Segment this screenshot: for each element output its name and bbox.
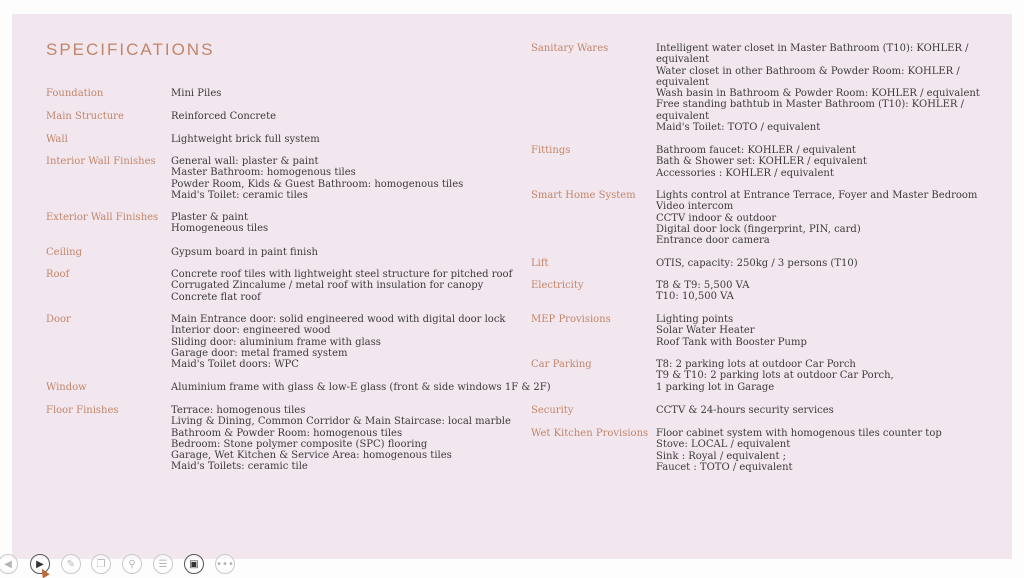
notes-icon[interactable]: ☰ — [153, 554, 173, 574]
spec-value-line: equivalent — [656, 110, 710, 122]
spec-label: Main Structure — [46, 111, 124, 122]
spec-value-line: Wash basin in Bathroom & Powder Room: KOHLER / equivalent — [656, 88, 980, 100]
pen-icon[interactable]: ✎ — [61, 554, 81, 574]
spec-value-line: Plaster & paint — [171, 212, 249, 223]
spec-value-line: Solar Water Heater — [656, 325, 755, 337]
spec-value-line: Homogeneous tiles — [171, 223, 269, 235]
spec-label: Ceiling — [46, 247, 83, 258]
more-icon[interactable]: ••• — [215, 554, 235, 574]
spec-value-line: Lightweight brick full system — [171, 134, 320, 145]
spec-label: Car Parking — [531, 359, 592, 370]
copy-icon[interactable]: ❐ — [91, 554, 111, 574]
spec-value-line: Reinforced Concrete — [171, 111, 277, 122]
spec-value-line: Roof Tank with Booster Pump — [656, 336, 807, 348]
spec-value-line: T10: 10,500 VA — [656, 291, 734, 303]
spec-value-line: Powder Room, Kids & Guest Bathroom: homogenous tiles — [171, 178, 464, 190]
spec-value-line: Maid's Toilet: ceramic tiles — [171, 189, 308, 201]
spec-label: MEP Provisions — [531, 314, 611, 325]
spec-value-line: Corrugated Zincalume / metal roof with insulation for canopy — [171, 280, 484, 292]
slideshow-toolbar — [0, 552, 260, 578]
spec-value — [171, 134, 320, 145]
spec-value-line: Faucet : TOTO / equivalent — [656, 461, 793, 473]
zoom-icon[interactable]: ⚲ — [122, 554, 142, 574]
spec-value — [171, 314, 505, 370]
spec-value — [171, 212, 268, 235]
spec-value-line: Maid's Toilets: ceramic tile — [171, 461, 308, 473]
spec-value-line: Stove: LOCAL / equivalent — [656, 439, 791, 451]
spec-label: Wet Kitchen Provisions — [531, 428, 649, 439]
presentation-slide — [12, 14, 1012, 559]
play-icon[interactable]: ▶ — [30, 554, 50, 574]
spec-value — [656, 405, 834, 416]
spec-value-line: Concrete flat roof — [171, 291, 261, 303]
spec-value-line: Maid's Toilet doors: WPC — [171, 359, 299, 371]
spec-value-line: Living & Dining, Common Corridor & Main Staircase: local marble — [171, 416, 511, 428]
spec-value — [656, 359, 894, 393]
spec-value-line: OTIS, capacity: 250kg / 3 persons (T10) — [656, 258, 858, 269]
spec-label: Smart Home System — [531, 190, 636, 201]
spec-value — [171, 156, 463, 201]
spec-value-line: Sliding door: aluminium frame with glass — [171, 336, 381, 348]
spec-value-line: Bath & Shower set: KOHLER / equivalent — [656, 156, 867, 168]
spec-value-line: Floor cabinet system with homogenous tiles counter top — [656, 428, 942, 439]
spec-value-line: Gypsum board in paint finish — [171, 247, 318, 258]
spec-value-line: General wall: plaster & paint — [171, 156, 319, 167]
spec-value-line: equivalent — [656, 54, 710, 66]
spec-label: Security — [531, 405, 574, 416]
spec-value-line: Accessories : KOHLER / equivalent — [656, 167, 834, 179]
spec-value — [656, 428, 942, 473]
spec-value-line: Free standing bathtub in Master Bathroom (T10): KOHLER / — [656, 99, 964, 111]
spec-value-line: T8: 2 parking lots at outdoor Car Porch — [656, 359, 856, 370]
spec-value — [656, 258, 858, 269]
prev-icon[interactable]: ◀ — [0, 554, 18, 574]
spec-value-line: Terrace: homogenous tiles — [171, 405, 306, 416]
spec-label: Wall — [46, 134, 68, 145]
spec-value-line: Lights control at Entrance Terrace, Foyer and Master Bedroom — [656, 190, 978, 201]
spec-label: Roof — [46, 269, 70, 280]
spec-value — [171, 247, 318, 258]
spec-value-line: Digital door lock (fingerprint, PIN, card) — [656, 223, 861, 235]
spec-value-line: Garage door: metal framed system — [171, 347, 348, 359]
spec-label: Sanitary Wares — [531, 43, 609, 54]
spec-label: Exterior Wall Finishes — [46, 212, 159, 223]
spec-label: Door — [46, 314, 71, 325]
spec-value-line: Water closet in other Bathroom & Powder Room: KOHLER / — [656, 65, 960, 77]
spec-value — [171, 382, 551, 393]
spec-label: Fittings — [531, 145, 571, 156]
spec-label: Window — [46, 382, 87, 393]
spec-value-line: equivalent — [656, 76, 710, 88]
spec-value-line: Entrance door camera — [656, 235, 770, 247]
spec-value-line: Sink : Royal / equivalent ; — [656, 450, 787, 462]
spec-value-line: Bathroom faucet: KOHLER / equivalent — [656, 145, 856, 156]
spec-value — [171, 88, 221, 99]
spec-label: Interior Wall Finishes — [46, 156, 156, 167]
spec-value-line: Intelligent water closet in Master Bathroom (T10): KOHLER / — [656, 43, 969, 54]
spec-value-line: Lighting points — [656, 314, 734, 325]
spec-value — [171, 269, 512, 303]
camera-icon[interactable]: ▣ — [184, 554, 204, 574]
spec-value-line: Concrete roof tiles with lightweight steel structure for pitched roof — [171, 269, 513, 280]
spec-value-line: 1 parking lot in Garage — [656, 381, 775, 393]
spec-value — [656, 43, 980, 133]
spec-value — [656, 190, 977, 246]
spec-value-line: Maid's Toilet: TOTO / equivalent — [656, 122, 821, 134]
spec-value-line: Master Bathroom: homogenous tiles — [171, 167, 356, 179]
spec-value-line: CCTV indoor & outdoor — [656, 212, 777, 224]
spec-value-line: Bathroom & Powder Room: homogenous tiles — [171, 427, 403, 439]
spec-label: Floor Finishes — [46, 405, 119, 416]
spec-value-line: CCTV & 24-hours security services — [656, 405, 834, 416]
spec-value — [656, 145, 867, 179]
spec-value — [171, 405, 511, 473]
spec-value-line: Garage, Wet Kitchen & Service Area: homogenous tiles — [171, 450, 452, 462]
spec-label: Lift — [531, 258, 549, 269]
spec-label: Electricity — [531, 280, 584, 291]
spec-value-line: Mini Piles — [171, 88, 222, 99]
spec-value-line: Video intercom — [656, 201, 734, 213]
page-title: SPECIFICATIONS — [46, 40, 215, 59]
spec-value — [656, 280, 749, 303]
spec-value — [171, 111, 276, 122]
spec-value — [656, 314, 807, 348]
spec-value-line: T9 & T10: 2 parking lots at outdoor Car Porch, — [656, 370, 894, 382]
spec-value-line: Main Entrance door: solid engineered wood with digital door lock — [171, 314, 506, 325]
spec-value-line: Bedroom: Stone polymer composite (SPC) flooring — [171, 438, 428, 450]
spec-value-line: Interior door: engineered wood — [171, 325, 331, 337]
spec-value-line: T8 & T9: 5,500 VA — [656, 280, 750, 291]
spec-value-line: Aluminium frame with glass & low-E glass (front & side windows 1F & 2F) — [171, 382, 551, 393]
spec-label: Foundation — [46, 88, 104, 99]
